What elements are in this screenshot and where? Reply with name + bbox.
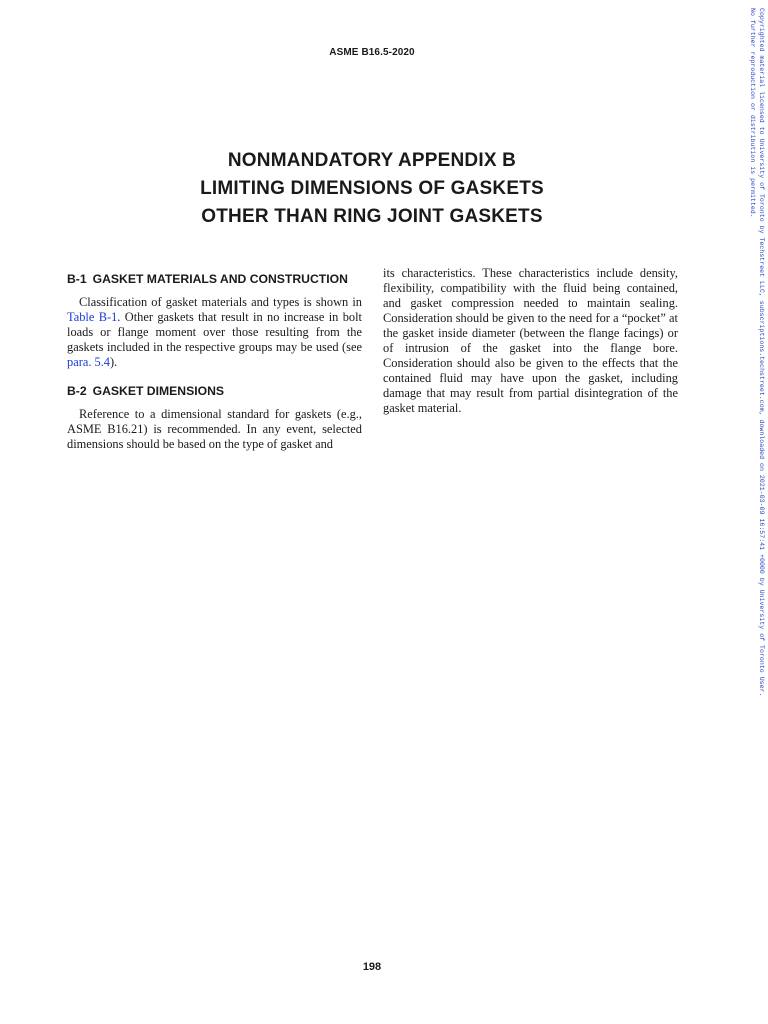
section-b2-paragraph-start: Reference to a dimensional standard for gaskets (e.g., ASME B16.21) is recommended. In any event, selected dimensions should be based on the type of gasket and <box>67 407 362 451</box>
table-b1-link[interactable]: Table B-1 <box>67 310 118 324</box>
section-number: B-1 <box>67 272 87 286</box>
para-5-4-link[interactable]: para. 5.4 <box>67 355 111 369</box>
paragraph-text: ). <box>110 355 118 369</box>
section-b1-paragraph <box>67 295 362 370</box>
section-title: GASKET DIMENSIONS <box>92 384 225 398</box>
left-column <box>67 266 362 466</box>
appendix-title-line-2: LIMITING DIMENSIONS OF GASKETS <box>200 178 544 199</box>
appendix-title <box>0 147 744 231</box>
copyright-watermark <box>748 8 766 697</box>
paragraph-text: Classification of gasket materials and types is shown in <box>79 295 362 309</box>
appendix-title-line-1: NONMANDATORY APPENDIX B <box>227 150 517 171</box>
section-title: GASKET MATERIALS AND CONSTRUCTION <box>92 272 348 286</box>
appendix-title-line-3: OTHER THAN RING JOINT GASKETS <box>201 206 543 227</box>
section-heading-b1 <box>67 272 362 287</box>
section-b2-paragraph-continued: its characteristics. These characteristics include density, flexibility, compatibility with the fluid being contained, and gasket compression needed to maintain sealing. Consideration should be given to the need for a “pocket” at the gasket inside diameter (between the flange facings) or of intrusion of the gasket into the flange bore. Consideration should also be given to the effects that the contained fluid may have upon the gasket, including damage that may result from partial disintegration of the gasket material. <box>383 266 678 415</box>
section-number: B-2 <box>67 384 87 398</box>
right-column <box>383 266 678 416</box>
watermark-line-1: Copyrighted material licensed to University of Toronto by Techstreet LLC, subscriptions.techstreet.com, downloaded on 2021-03-09 16:57:41 +0000 by University of Toronto User. <box>758 8 765 697</box>
watermark-line-2: No further reproduction or distribution is permitted. <box>749 8 756 218</box>
paragraph-text: . Other gaskets that result in no increase in bolt loads or flange moment over those resulting from the gaskets included in the respective groups may be used (see <box>67 310 362 354</box>
section-heading-b2 <box>67 384 362 399</box>
running-header: ASME B16.5-2020 <box>329 47 415 58</box>
page-number: 198 <box>362 961 382 973</box>
